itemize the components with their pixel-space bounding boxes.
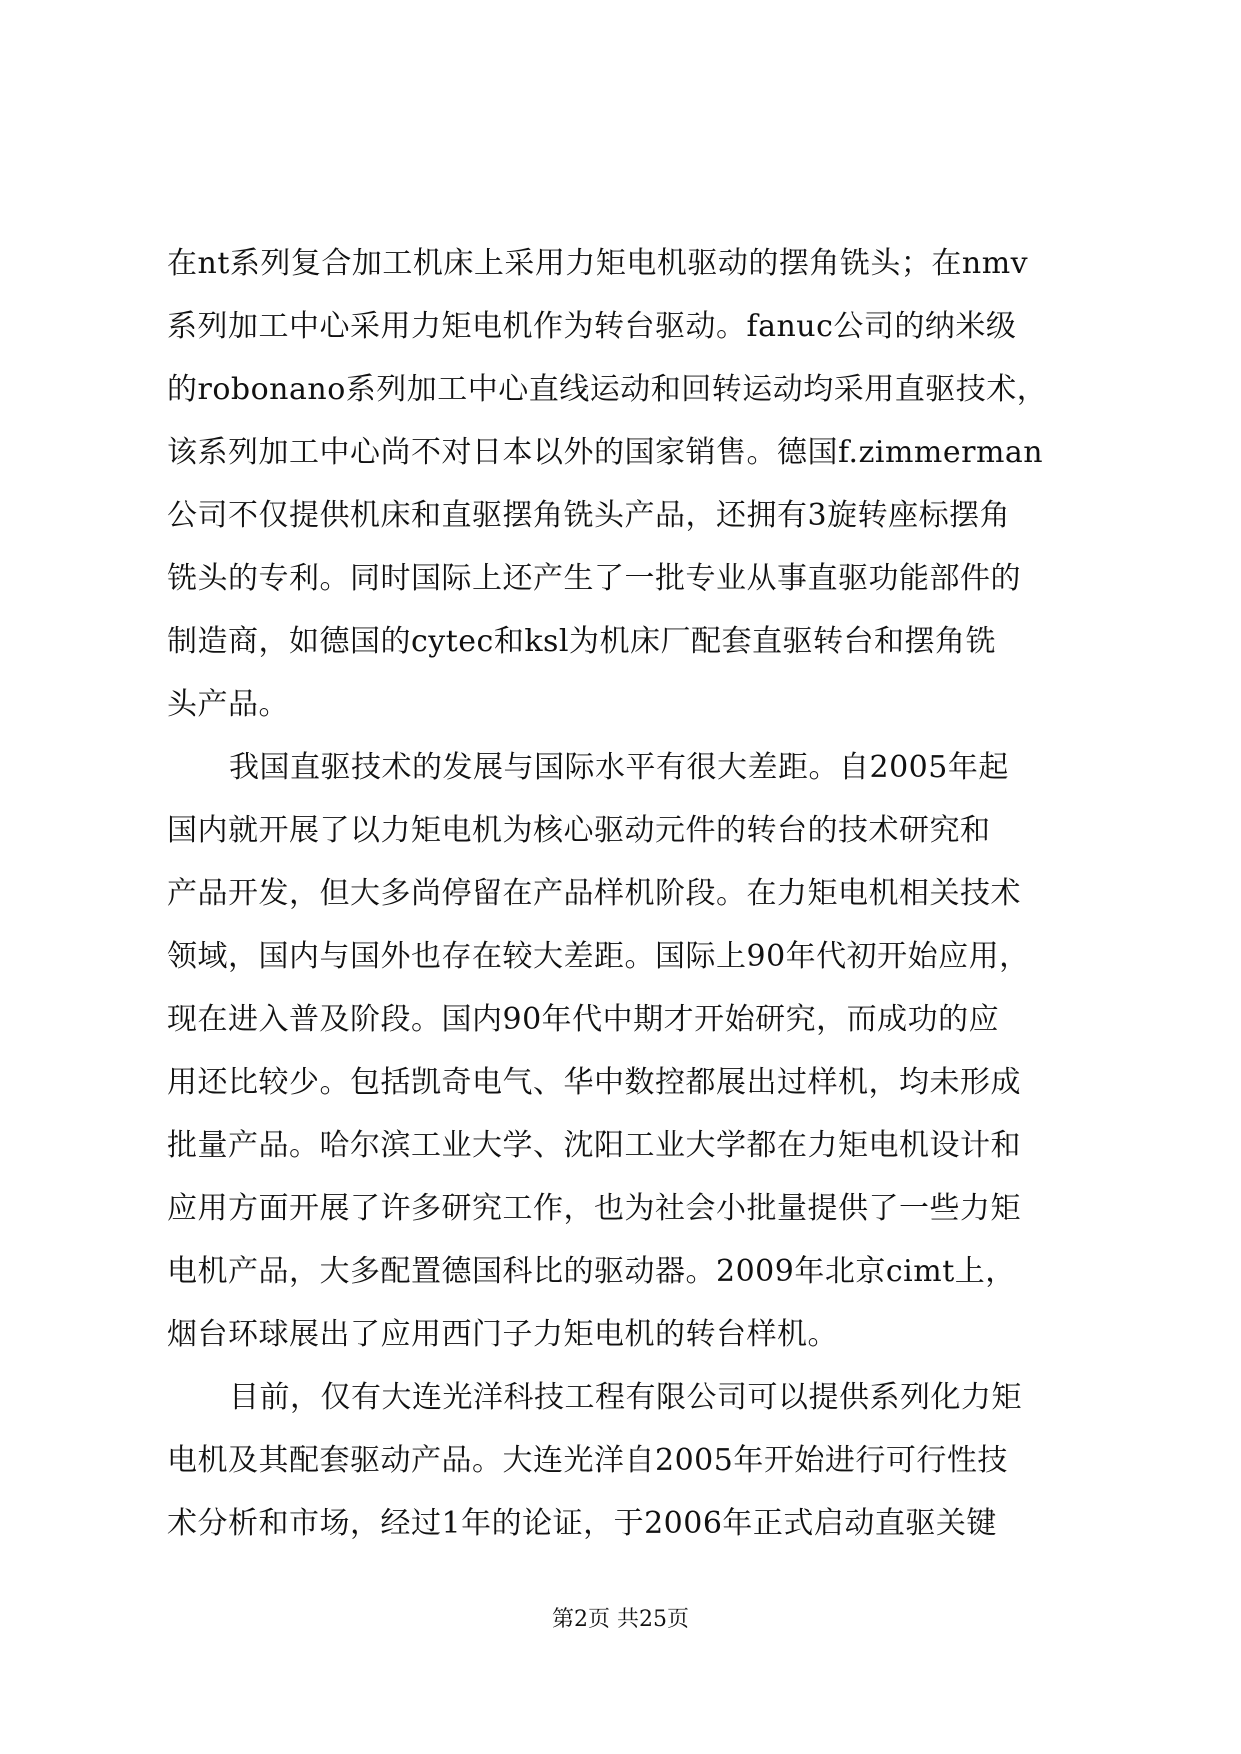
text-line: 我国直驱技术的发展与国际水平有很大差距。自2005年起 xyxy=(229,750,1009,785)
page-footer xyxy=(0,1606,1241,1634)
text-line: 公司不仅提供机床和直驱摆角铣头产品，还拥有3旋转座标摆角 xyxy=(167,498,1011,533)
text-line: 电机及其配套驱动产品。大连光洋自2005年开始进行可行性技 xyxy=(167,1443,1008,1478)
text-line: 电机产品，大多配置德国科比的驱动器。2009年北京cimt上， xyxy=(167,1254,1016,1289)
text-line: 铣头的专利。同时国际上还产生了一批专业从事直驱功能部件的 xyxy=(167,561,1021,596)
text-line: 术分析和市场，经过1年的论证，于2006年正式启动直驱关键 xyxy=(167,1506,997,1541)
text-line: 目前，仅有大连光洋科技工程有限公司可以提供系列化力矩 xyxy=(229,1380,1022,1415)
text-line: 用还比较少。包括凯奇电气、华中数控都展出过样机，均未形成 xyxy=(167,1065,1021,1100)
document-body xyxy=(167,232,1079,1555)
text-line: 在nt系列复合加工机床上采用力矩电机驱动的摆角铣头；在nmv xyxy=(167,246,1029,281)
text-line: 头产品。 xyxy=(167,687,289,722)
text-line: 领域，国内与国外也存在较大差距。国际上90年代初开始应用， xyxy=(167,939,1030,974)
text-line: 应用方面开展了许多研究工作，也为社会小批量提供了一些力矩 xyxy=(167,1191,1021,1226)
paragraph-3 xyxy=(167,1366,1079,1555)
text-line: 制造商，如德国的cytec和ksl为机床厂配套直驱转台和摆角铣 xyxy=(167,624,997,659)
text-line: 的robonano系列加工中心直线运动和回转运动均采用直驱技术， xyxy=(167,372,1048,407)
text-line: 系列加工中心采用力矩电机作为转台驱动。fanuc公司的纳米级 xyxy=(167,309,1017,344)
text-line: 批量产品。哈尔滨工业大学、沈阳工业大学都在力矩电机设计和 xyxy=(167,1128,1021,1163)
paragraph-1 xyxy=(167,232,1079,736)
text-line: 该系列加工中心尚不对日本以外的国家销售。德国f.zimmerman xyxy=(167,435,1044,470)
text-line: 国内就开展了以力矩电机为核心驱动元件的转台的技术研究和 xyxy=(167,813,991,848)
text-line: 产品开发，但大多尚停留在产品样机阶段。在力矩电机相关技术 xyxy=(167,876,1021,911)
text-line: 烟台环球展出了应用西门子力矩电机的转台样机。 xyxy=(167,1317,838,1352)
text-line: 现在进入普及阶段。国内90年代中期才开始研究，而成功的应 xyxy=(167,1002,1000,1037)
page-indicator: 第2页 共25页 xyxy=(552,1607,689,1632)
paragraph-2 xyxy=(167,736,1079,1366)
